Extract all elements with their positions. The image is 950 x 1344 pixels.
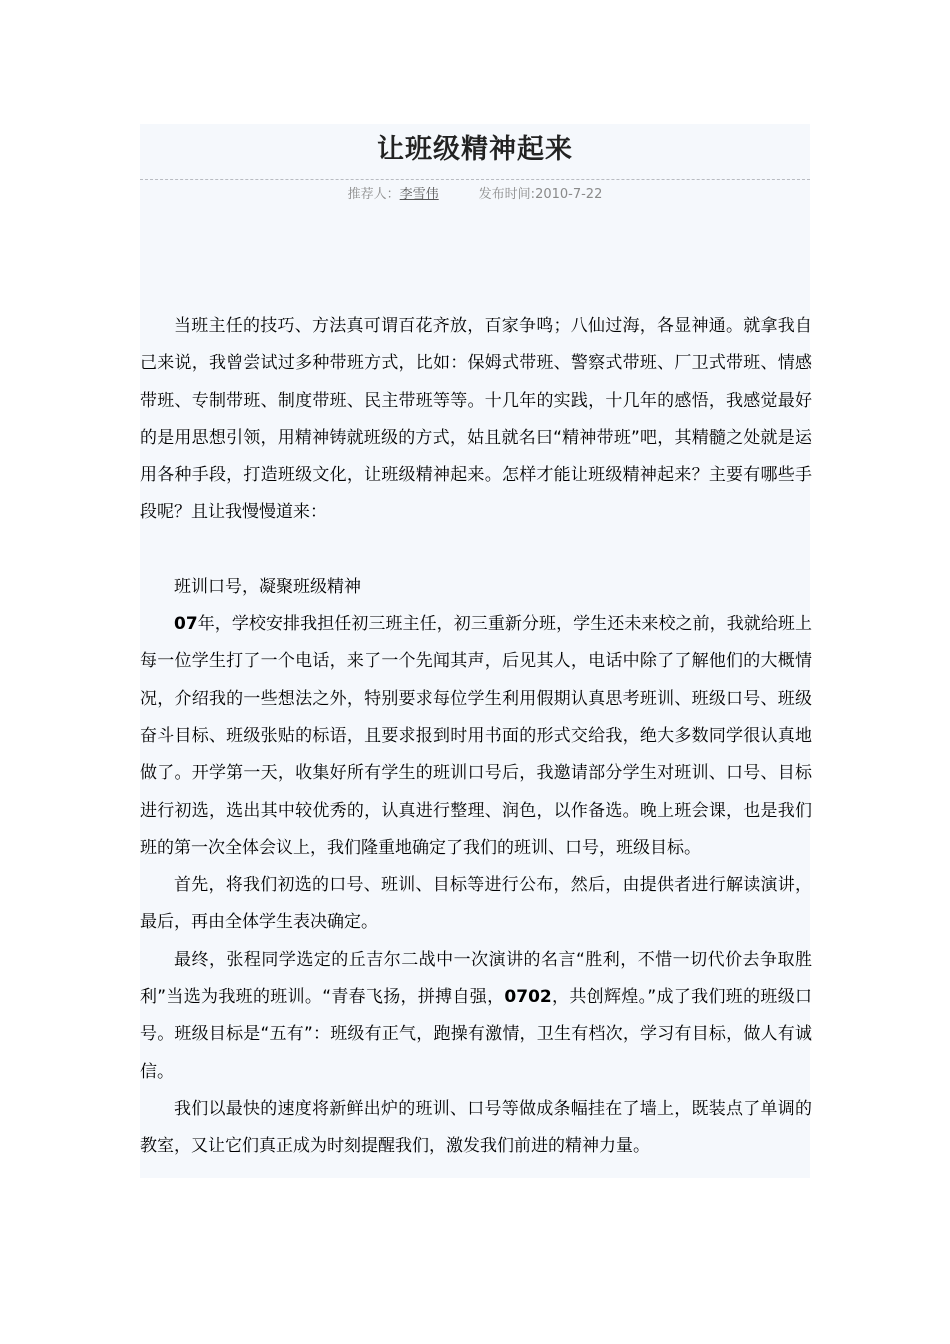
article-body: [140, 308, 812, 1166]
recommender-link[interactable]: 李雪伟: [399, 187, 439, 202]
paragraph-spacer: [140, 532, 812, 569]
section-heading: 班训口号，凝聚班级精神: [174, 576, 361, 597]
body-paragraph-3: [140, 942, 812, 1091]
body-paragraph-1: [140, 606, 812, 867]
publish-date: 2010-7-22: [535, 187, 603, 202]
paragraph-1-text: 年，学校安排我担任初三班主任，初三重新分班，学生还未来校之前，我就给班上每一位学生打了一个电话，来了一个先闻其声，后见其人，电话中除了了解他们的大概情况，介绍我的一些想法之外，特别要求每位学生利用假期认真思考班训、班级口号、班级奋斗目标、班级张贴的标语，且要求报到时用书面的形式交给我，绝大多数同学很认真地做了。开学第一天，收集好所有学生的班训口号后，我邀请部分学生对班训、口号、目标进行初选，选出其中较优秀的，认真进行整理、润色，以作备选。晚上班会课，也是我们班的第一次全体会议上，我们隆重地确定了我们的班训、口号，班级目标。: [140, 614, 812, 858]
paragraph-3-text-b: ，共创辉煌。”成了我们班的班级口号。班级目标是“五有”：班级有正气，跑操有激情，卫生有档次，学习有目标，做人有诚信。: [140, 987, 812, 1082]
intro-paragraph: 当班主任的技巧、方法真可谓百花齐放，百家争鸣；八仙过海，各显神通。就拿我自己来说，我曾尝试过多种带班方式，比如：保姆式带班、警察式带班、厂卫式带班、情感带班、专制带班、制度带班、民主带班等等。十几年的实践，十几年的感悟，我感觉最好的是用思想引领，用精神铸就班级的方式，姑且就名曰“精神带班”吧，其精髓之处就是运用各种手段，打造班级文化，让班级精神起来。怎样才能让班级精神起来？主要有哪些手段呢？且让我慢慢道来：: [140, 316, 812, 523]
year-number: 07: [174, 614, 198, 635]
article-meta: [140, 185, 810, 205]
recommender-label: 推荐人：: [347, 187, 400, 202]
article-title: 让班级精神起来: [377, 134, 573, 165]
body-paragraph-2: 首先，将我们初选的口号、班训、目标等进行公布，然后，由提供者进行解读演讲，最后，再由全体学生表决确定。: [140, 875, 812, 933]
publish-label: 发布时间:: [478, 187, 536, 202]
body-paragraph-4: 我们以最快的速度将新鲜出炉的班训、口号等做成条幅挂在了墙上，既装点了单调的教室，又让它们真正成为时刻提醒我们，激发我们前进的精神力量。: [140, 1098, 812, 1157]
title-divider: [140, 179, 810, 180]
paragraph-3-text-a: 最终，张程同学选定的丘吉尔二战中一次演讲的名言“胜利，不惜一切代价去争取胜利”当选为我班的班训。“青春飞扬，拼搏自强，: [140, 949, 812, 1008]
class-number: 0702: [504, 987, 552, 1008]
